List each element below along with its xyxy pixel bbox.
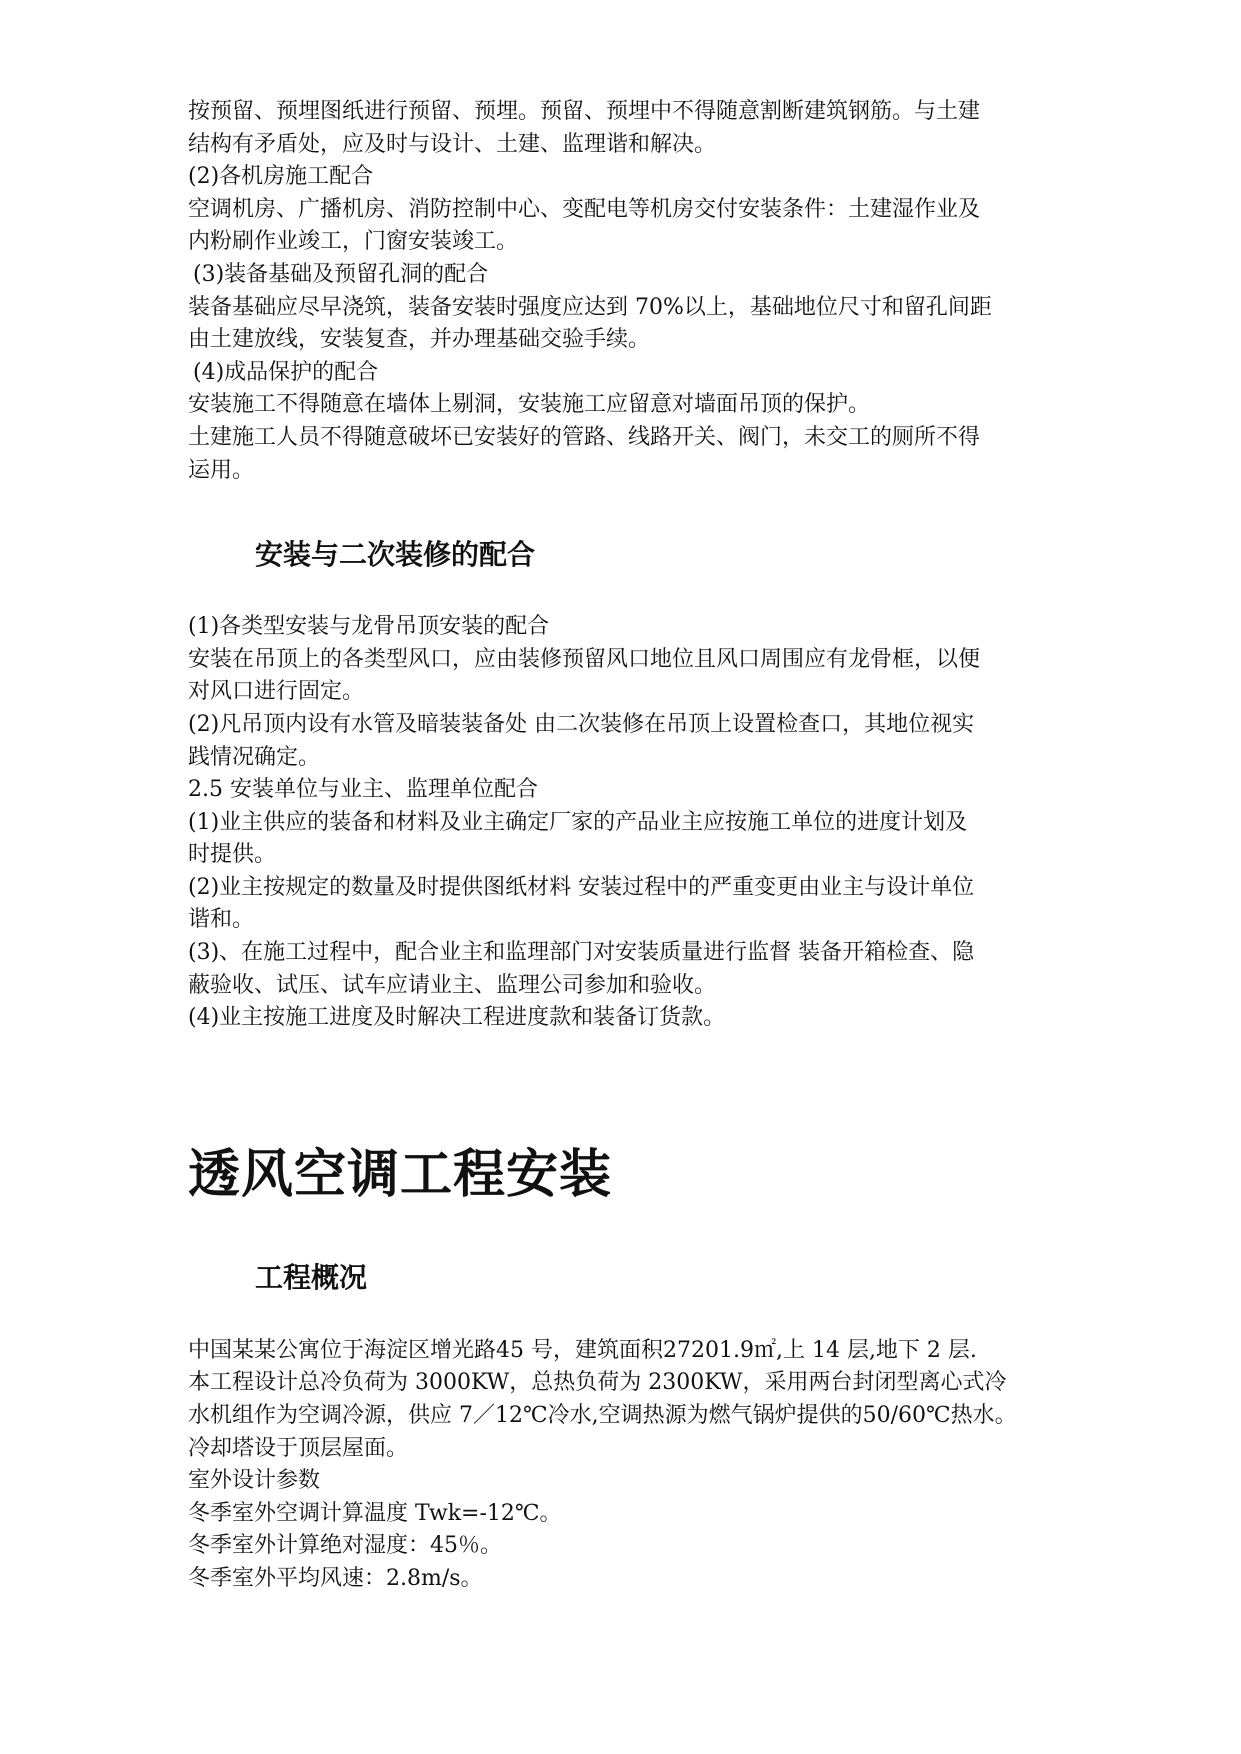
text-line: 由土建放线，安装复查，并办理基础交验手续。	[188, 327, 651, 353]
text-line: 安装施工不得随意在墙体上剔洞，安装施工应留意对墙面吊顶的保护。	[188, 392, 871, 418]
text-line: 内粉刷作业竣工，门窗安装竣工。	[188, 229, 519, 255]
text-line: 空调机房、广播机房、消防控制中心、变配电等机房交付安装条件：土建湿作业及	[188, 196, 981, 222]
subheading-owner-supervision: 2.5 安装单位与业主、监理单位配合	[188, 777, 538, 803]
text-line: (1)各类型安装与龙骨吊顶安装的配合	[188, 614, 550, 640]
subheading-equipment-foundation: (3)装备基础及预留孔洞的配合	[193, 261, 489, 287]
text-line: (1)业主供应的装备和材料及业主确定厂家的产品业主应按施工单位的进度计划及	[188, 809, 968, 835]
text-line: 中国某某公寓位于海淀区增光路45 号，建筑面积27201.9㎡,上 14 层,地下 2 层.	[188, 1337, 977, 1363]
text-line: 冬季室外空调计算温度 Twk=-12℃。	[188, 1500, 562, 1526]
chapter-title: 透风空调工程安装	[188, 1144, 613, 1205]
section-construction-coordination	[188, 96, 1088, 487]
page-content	[188, 96, 1088, 1596]
section-heading-decoration: 安装与二次装修的配合	[255, 538, 536, 572]
section-decoration-coordination	[188, 611, 1088, 1035]
text-line: 谐和。	[188, 907, 255, 933]
text-line: 安装在吊顶上的各类型风口，应由装修预留风口地位且风口周围应有龙骨框，以便	[188, 646, 981, 672]
text-line: (2)凡吊顶内设有水管及暗装装备处 由二次装修在吊顶上设置检查口，其地位视实	[188, 711, 975, 737]
text-line: 践情况确定。	[188, 744, 321, 770]
text-line: 结构有矛盾处，应及时与设计、土建、监理谐和解决。	[188, 131, 717, 157]
text-line: 冬季室外计算绝对湿度：45％。	[188, 1533, 502, 1559]
text-line: 土建施工人员不得随意破坏已安装好的管路、线路开关、阀门，未交工的厕所不得	[188, 424, 981, 450]
text-line: 本工程设计总冷负荷为 3000KW，总热负荷为 2300KW，采用两台封闭型离心式冷	[188, 1370, 1007, 1396]
text-line: 按预留、预埋图纸进行预留、预埋。预留、预埋中不得随意割断建筑钢筋。与土建	[188, 99, 981, 124]
text-line: (3)、在施工过程中，配合业主和监理部门对安装质量进行监督 装备开箱检查、隐	[188, 940, 975, 966]
text-line: (4)业主按施工进度及时解决工程进度款和装备订货款。	[188, 1005, 726, 1031]
text-line: 时提供。	[188, 842, 277, 868]
text-line: (2)业主按规定的数量及时提供图纸材料 安装过程中的严重变更由业主与设计单位	[188, 874, 975, 900]
text-line: 冷却塔设于顶层屋面。	[188, 1435, 409, 1461]
text-line: 水机组作为空调冷源，供应 7／12℃冷水,空调热源为燃气锅炉提供的50/60℃热水。	[188, 1403, 1017, 1429]
section-project-overview	[188, 1335, 1088, 1596]
text-line: 蔽验收、试压、试车应请业主、监理公司参加和验收。	[188, 972, 717, 998]
text-line: 冬季室外平均风速：2.8m/s。	[188, 1566, 483, 1591]
subheading-product-protection: (4)成品保护的配合	[193, 359, 379, 385]
subheading-machine-room: (2)各机房施工配合	[188, 164, 374, 190]
text-line: 对风口进行固定。	[188, 679, 365, 705]
text-line: 运用。	[188, 457, 255, 483]
section-heading-overview: 工程概况	[255, 1260, 368, 1294]
subheading-outdoor-parameters: 室外设计参数	[188, 1468, 321, 1494]
text-line: 装备基础应尽早浇筑，装备安装时强度应达到 70%以上，基础地位尺寸和留孔间距	[188, 294, 992, 320]
